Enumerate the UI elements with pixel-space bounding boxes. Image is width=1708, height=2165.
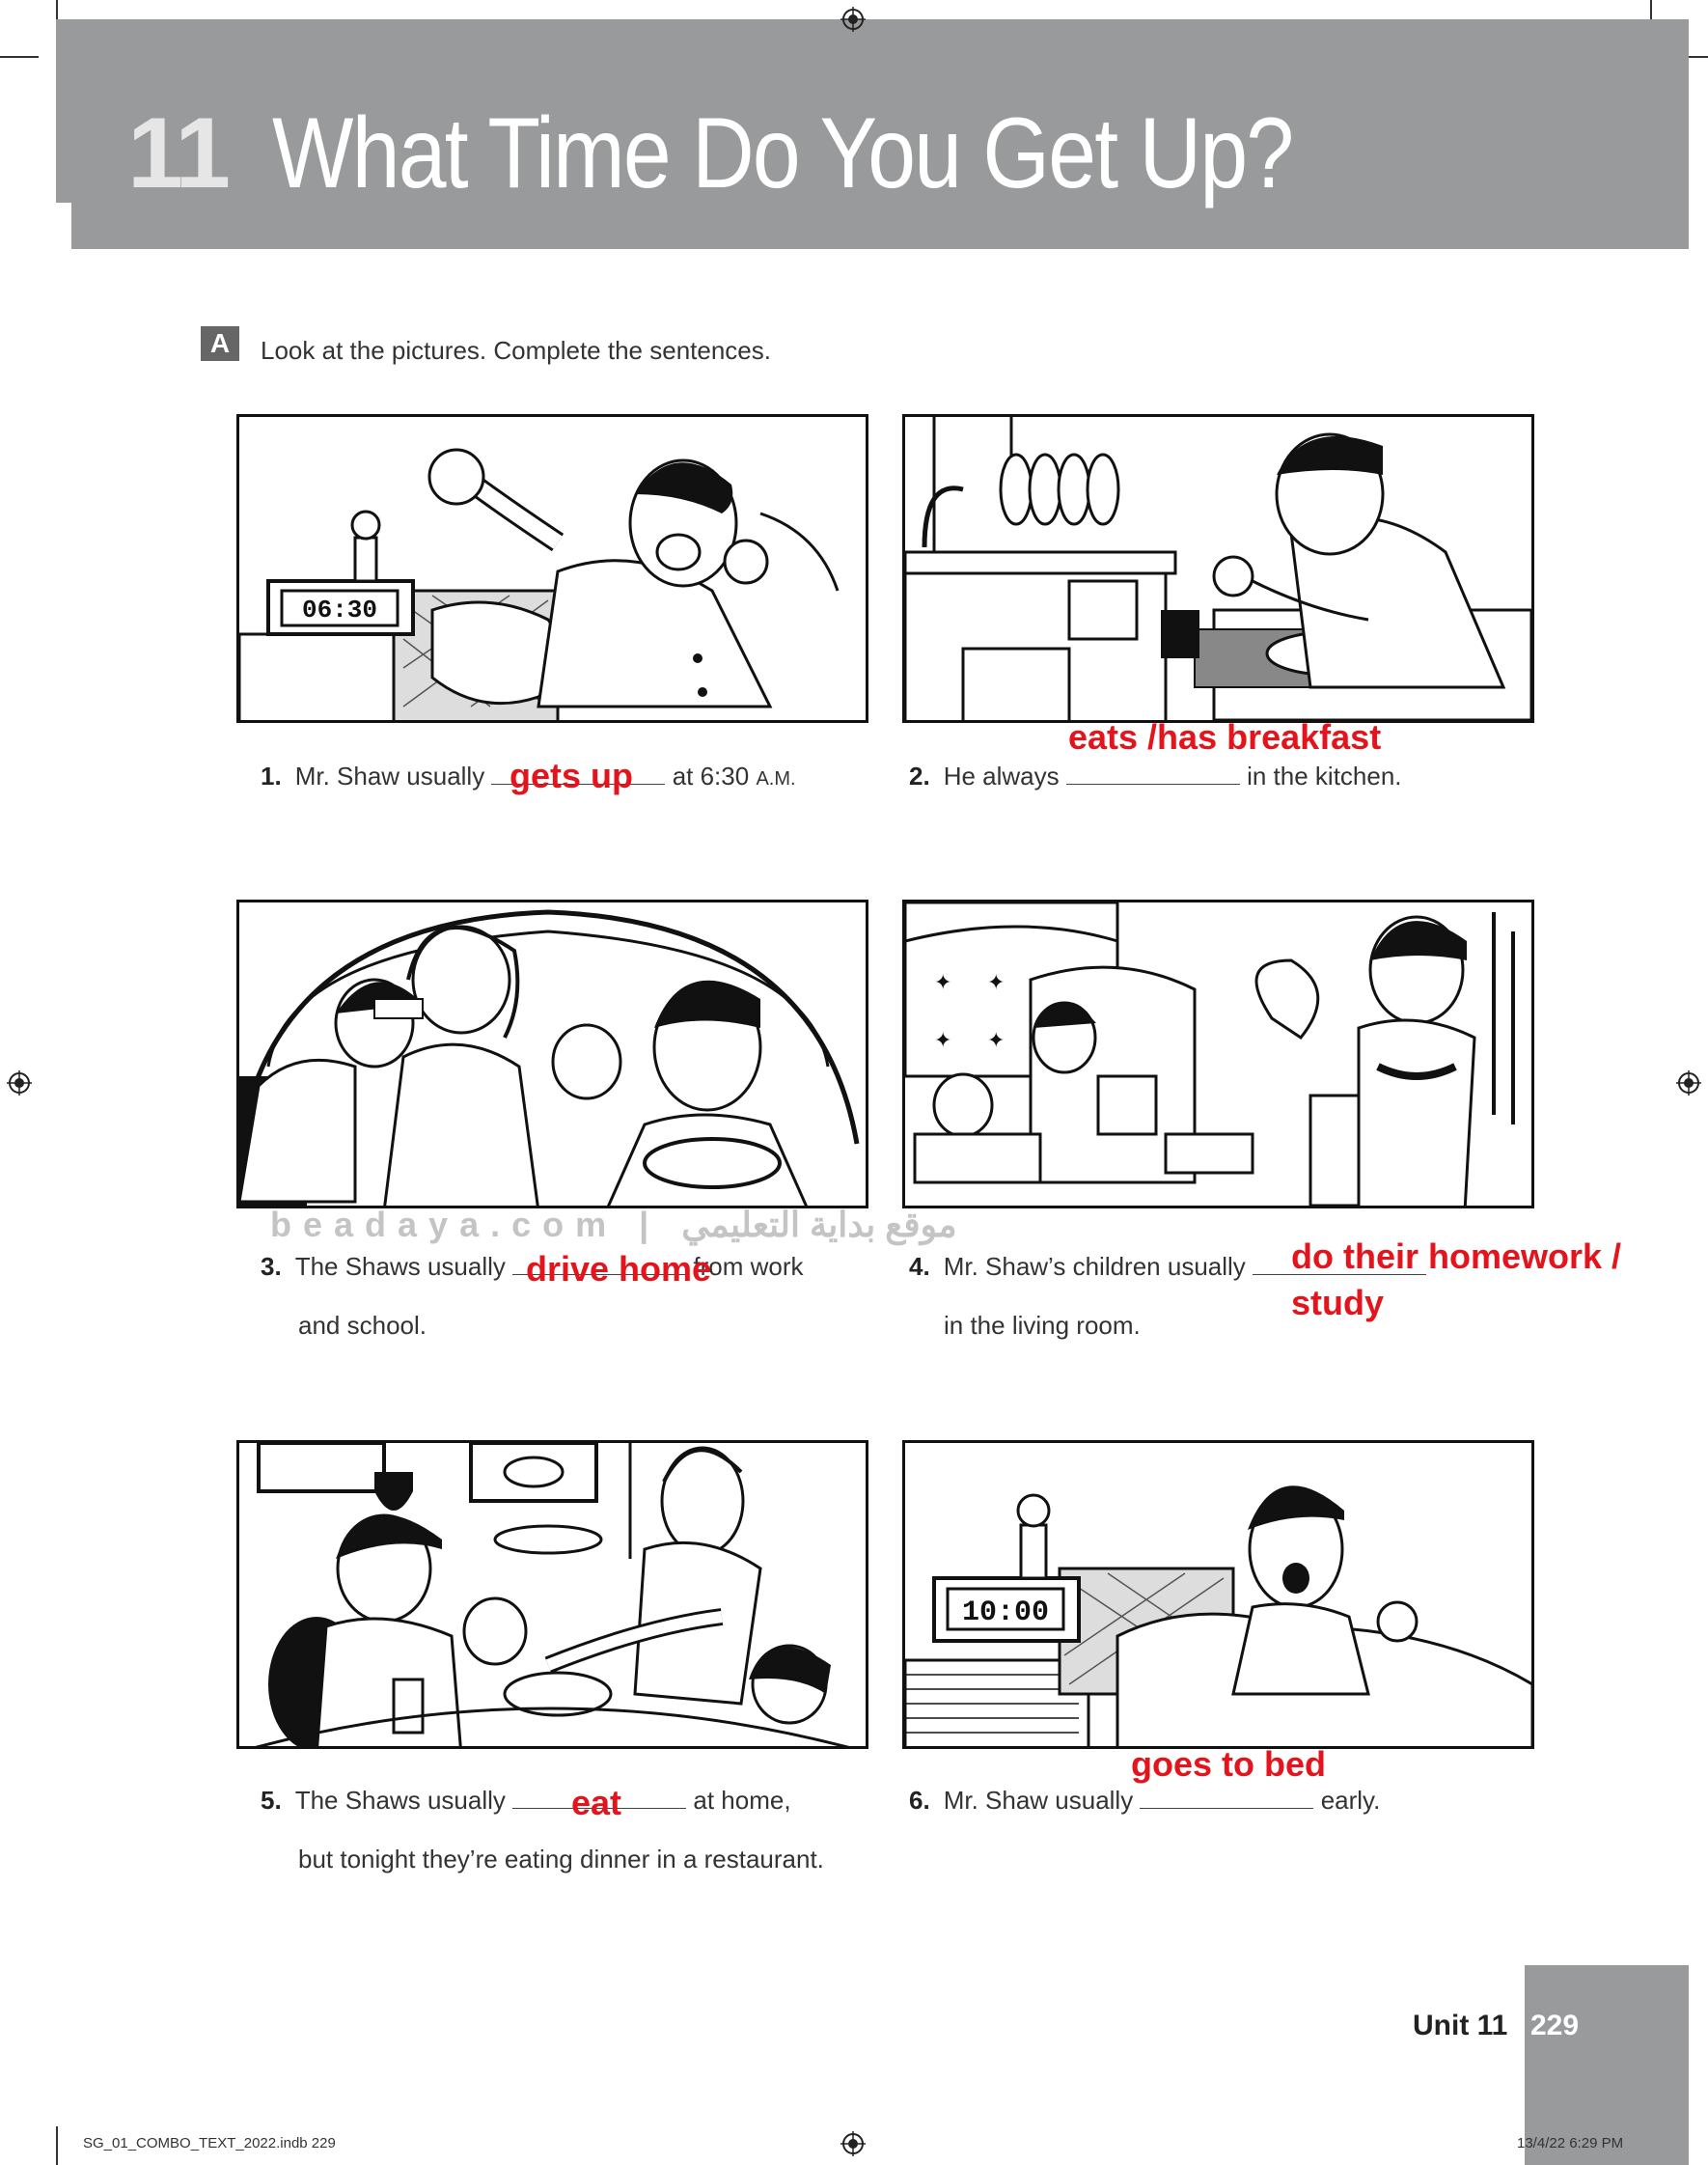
- registration-target-icon: [7, 1070, 32, 1096]
- sentence-text: in the kitchen.: [1247, 762, 1402, 791]
- registration-target-icon: [1676, 1070, 1701, 1096]
- section-letter: A: [201, 326, 239, 361]
- picture-family-in-restaurant: [236, 1440, 868, 1749]
- registration-target-icon: [840, 2131, 866, 2156]
- exercise-number: 2.: [909, 762, 930, 791]
- handwritten-answer: goes to bed: [1131, 1744, 1327, 1784]
- sentence-text: and school.: [298, 1311, 427, 1340]
- unit-footer-label: Unit 11: [1413, 2010, 1508, 2041]
- registration-target-icon: [840, 7, 866, 32]
- sentence-text: at 6:30: [672, 762, 750, 791]
- sentence-text: A.M.: [756, 768, 796, 790]
- handwritten-answer: eat: [571, 1783, 622, 1822]
- handwritten-answer: gets up: [510, 756, 634, 795]
- sentence-text: in the living room.: [944, 1311, 1141, 1340]
- exercise-number: 6.: [909, 1786, 930, 1815]
- watermark: beadaya.com | موقع بداية التعليمي: [270, 1205, 957, 1244]
- crop-mark: [56, 2126, 58, 2165]
- instructions: Look at the pictures. Complete the sentences.: [261, 336, 771, 365]
- answer-blank[interactable]: [1066, 763, 1240, 785]
- exercise-number: 3.: [261, 1252, 282, 1281]
- exercise-5: [261, 1784, 791, 1817]
- exercise-number: 1.: [261, 762, 282, 791]
- picture-man-going-to-bed: [902, 1440, 1534, 1749]
- answer-blank[interactable]: [1140, 1787, 1313, 1809]
- sentence-text: He always: [943, 762, 1060, 791]
- sentence-text: early.: [1320, 1786, 1381, 1815]
- sentence-text: Mr. Shaw usually: [294, 762, 485, 791]
- svg-text:✦: ✦: [934, 971, 952, 995]
- print-slug-right: 13/4/22 6:29 PM: [1517, 2135, 1624, 2151]
- alarm-clock-display-1: 06:30: [301, 596, 378, 625]
- unit-number: 11: [127, 97, 228, 209]
- sentence-text: Mr. Shaw usually: [943, 1786, 1134, 1815]
- crop-mark: [0, 56, 39, 58]
- handwritten-answer: drive home: [526, 1249, 712, 1289]
- handwritten-answer: eats /has breakfast: [1068, 717, 1382, 757]
- exercise-number: 5.: [261, 1786, 282, 1815]
- sentence-text: from work: [693, 1252, 804, 1281]
- svg-text:✦: ✦: [987, 1029, 1006, 1053]
- sentence-text: The Shaws usually: [294, 1786, 506, 1815]
- handwritten-answer: do their homework /: [1291, 1236, 1622, 1276]
- alarm-clock-display-6: 10:00: [961, 1596, 1050, 1629]
- svg-text:✦: ✦: [934, 1029, 952, 1053]
- picture-children-doing-homework: [902, 900, 1534, 1208]
- handwritten-answer: study: [1291, 1283, 1385, 1322]
- exercise-number: 4.: [909, 1252, 930, 1281]
- page-title: What Time Do You Get Up?: [272, 97, 1293, 209]
- page-number: 229: [1530, 2010, 1580, 2041]
- exercise-6: [909, 1784, 1380, 1817]
- picture-man-eating-breakfast: [902, 414, 1534, 723]
- sentence-text: but tonight they’re eating dinner in a restaurant.: [298, 1845, 824, 1874]
- print-slug-left: SG_01_COMBO_TEXT_2022.indb 229: [83, 2135, 336, 2151]
- picture-family-in-car: [236, 900, 868, 1208]
- sentence-text: The Shaws usually: [294, 1252, 506, 1281]
- sentence-text: at home,: [693, 1786, 791, 1815]
- picture-man-waking-up: [236, 414, 868, 723]
- exercise-2: [909, 760, 1402, 792]
- svg-text:✦: ✦: [987, 971, 1006, 995]
- sentence-text: Mr. Shaw’s children usually: [943, 1252, 1246, 1281]
